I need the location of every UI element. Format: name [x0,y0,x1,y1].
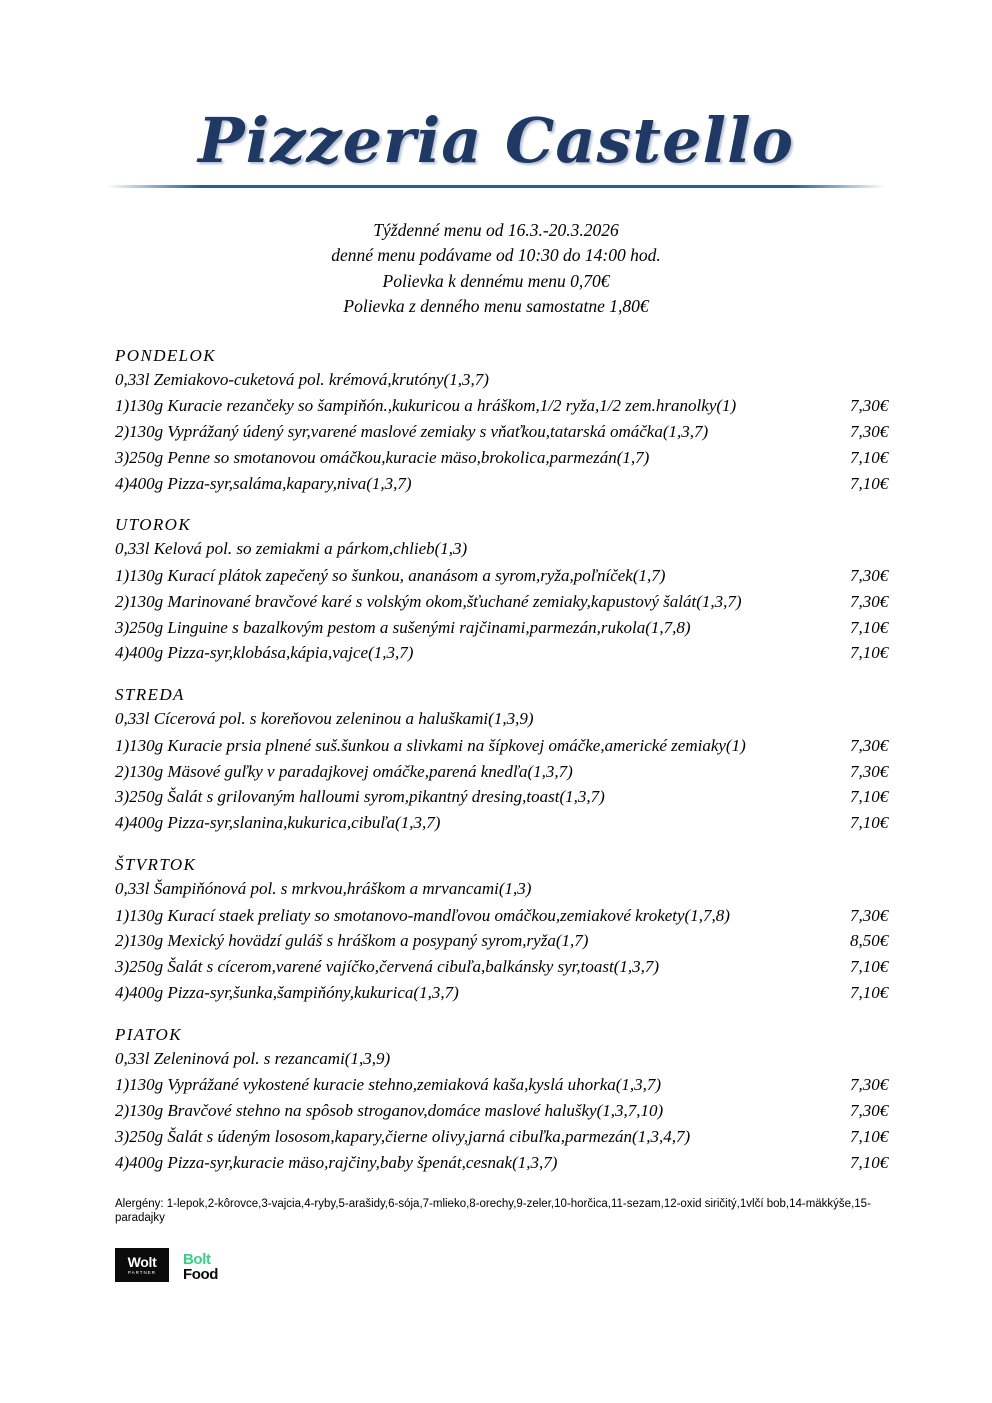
menu-item-row [115,393,914,419]
menu-item-desc: 4)400g Pizza-syr,saláma,kapary,niva(1,3,7) [115,473,412,493]
delivery-partner-logos [0,1226,992,1282]
menu-item-price: 7,10€ [850,787,889,807]
day-title: ŠTVRTOK [115,855,197,875]
menu-item-row [115,640,914,666]
page-title: Pizzeria Castello [198,104,794,177]
menu-item-row [115,784,914,810]
header-line-4: Polievka z denného menu samostatne 1,80€ [343,296,649,317]
bolt-food-logo [183,1252,218,1283]
menu-item-row [115,589,914,615]
menu-item-row [115,615,914,641]
menu-item-price: 7,10€ [850,983,889,1003]
wolt-logo-name: Wolt [127,1253,157,1270]
menu-item-price: 7,10€ [850,643,889,663]
wolt-logo [115,1248,169,1282]
bolt-logo-line1: Bolt [183,1250,211,1268]
menu-item-row [115,1072,914,1098]
menu-item-price: 7,30€ [850,1101,889,1121]
menu-item-row [115,445,914,471]
menu-item-desc: 2)130g Marinované bravčové karé s volským okom,šťuchané zemiaky,kapustový šalát(1,3,7) [115,591,742,611]
day-soup: 0,33l Zemiakovo-cuketová pol. krémová,krutóny(1,3,7) [115,369,489,389]
menu-item-desc: 4)400g Pizza-syr,slanina,kukurica,cibuľa(1,3,7) [115,813,441,833]
title-block [0,0,992,188]
menu-item-price: 7,10€ [850,617,889,637]
menu-item-desc: 3)250g Šalát s údeným lososom,kapary,čierne olivy,jarná cibuľka,parmezán(1,3,4,7) [115,1127,691,1146]
day-soup: 0,33l Cícerová pol. s koreňovou zeleninou a haluškami(1,3,9) [115,709,534,729]
day-block [115,1025,914,1176]
menu-item-row [115,810,914,836]
menu-item-desc: 3)250g Šalát s cícerom,varené vajíčko,červená cibuľa,balkánsky syr,toast(1,3,7) [115,957,660,977]
menu-item-price: 7,10€ [850,1127,889,1146]
day-title: PIATOK [115,1024,182,1044]
menu-item-price: 7,10€ [850,473,889,493]
wolt-logo-sub: PARTNER [127,1269,157,1275]
day-title: UTOROK [115,515,192,535]
menu-item-row [115,928,914,954]
menu-item-price: 7,30€ [850,1075,889,1095]
menu-item-price: 7,30€ [850,591,889,611]
menu-item-desc: 3)250g Penne so smotanovou omáčkou,kuracie mäso,brokolica,parmezán(1,7) [115,447,650,467]
menu-item-desc: 4)400g Pizza-syr,klobása,kápia,vajce(1,3,7) [115,643,414,663]
header-line-3: Polievka k dennému menu 0,70€ [382,270,610,291]
menu-item-row [115,1124,914,1150]
menu-item-price: 7,30€ [850,421,889,441]
header-line-2: denné menu podávame od 10:30 do 14:00 hod. [331,245,661,266]
menu-item-desc: 4)400g Pizza-syr,kuracie mäso,rajčiny,baby špenát,cesnak(1,3,7) [115,1152,558,1172]
menu-item-row [115,419,914,445]
day-title: STREDA [115,685,185,705]
menu-header-info [0,218,992,320]
menu-item-row [115,1150,914,1176]
bolt-logo-line2: Food [183,1265,219,1283]
menu-item-price: 7,30€ [850,396,889,416]
menu-item-row [115,903,914,929]
menu-item-row [115,980,914,1006]
menu-item-row [115,733,914,759]
menu-item-price: 8,50€ [850,931,889,951]
menu-item-desc: 2)130g Mexický hovädzí guláš s hráškom a posypaný syrom,ryža(1,7) [115,931,589,951]
day-block [115,855,914,1006]
menu-item-desc: 1)130g Kurací staek preliaty so smotanovo-mandľovou omáčkou,zemiakové krokety(1,7,8) [115,905,730,925]
menu-item-price: 7,10€ [850,1152,889,1172]
menu-item-row [115,1098,914,1124]
menu-days [0,346,992,1176]
menu-item-desc: 1)130g Kuracie prsia plnené suš.šunkou a slivkami na šípkovej omáčke,americké zemiaky(1) [115,735,746,755]
menu-item-price: 7,30€ [850,905,889,925]
menu-item-row [115,563,914,589]
menu-item-row [115,954,914,980]
menu-item-desc: 3)250g Šalát s grilovaným halloumi syrom,pikantný dresing,toast(1,3,7) [115,787,605,807]
day-block [115,515,914,666]
menu-item-price: 7,10€ [850,957,889,977]
menu-item-desc: 2)130g Bravčové stehno na spôsob stroganov,domáce maslové halušky(1,3,7,10) [115,1101,664,1121]
menu-item-price: 7,30€ [850,761,889,781]
allergens-note: Alergény: 1-lepok,2-kôrovce,3-vajcia,4-ryby,5-arašidy,6-sója,7-mlieko,8-orechy,9-zeler,10-horčica,11-sezam,12-oxid siričitý,1vlčí bob,14-mäkkýše,15-paradajky [115,1197,871,1225]
menu-item-price: 7,10€ [850,447,889,467]
day-block [115,685,914,836]
menu-item-row [115,759,914,785]
menu-item-desc: 4)400g Pizza-syr,šunka,šampiňóny,kukurica(1,3,7) [115,983,459,1003]
menu-item-desc: 1)130g Kurací plátok zapečený so šunkou, ananásom a syrom,ryža,poľníček(1,7) [115,565,666,585]
day-soup: 0,33l Kelová pol. so zemiakmi a párkom,chlieb(1,3) [115,539,468,559]
menu-item-row [115,471,914,497]
menu-item-price: 7,10€ [850,813,889,833]
menu-item-desc: 1)130g Kuracie rezančeky so šampiňón.,kukuricou a hráškom,1/2 ryža,1/2 zem.hranolky(1) [115,396,737,416]
day-soup: 0,33l Zeleninová pol. s rezancami(1,3,9) [115,1048,391,1068]
menu-item-desc: 1)130g Vyprážané vykostené kuracie stehno,zemiaková kaša,kyslá uhorka(1,3,7) [115,1075,662,1095]
menu-item-price: 7,30€ [850,565,889,585]
menu-item-desc: 2)130g Vyprážaný údený syr,varené maslové zemiaky s vňaťkou,tatarská omáčka(1,3,7) [115,421,709,441]
menu-item-price: 7,30€ [850,735,889,755]
menu-item-desc: 3)250g Linguine s bazalkovým pestom a sušenými rajčinami,parmezán,rukola(1,7,8) [115,617,691,637]
header-line-1: Týždenné menu od 16.3.-20.3.2026 [373,220,619,241]
day-title: PONDELOK [115,345,216,365]
title-divider [106,185,886,188]
day-block [115,346,914,497]
day-soup: 0,33l Šampiňónová pol. s mrkvou,hráškom a mrvancami(1,3) [115,879,532,899]
menu-item-desc: 2)130g Mäsové guľky v paradajkovej omáčke,parená knedľa(1,3,7) [115,761,573,781]
